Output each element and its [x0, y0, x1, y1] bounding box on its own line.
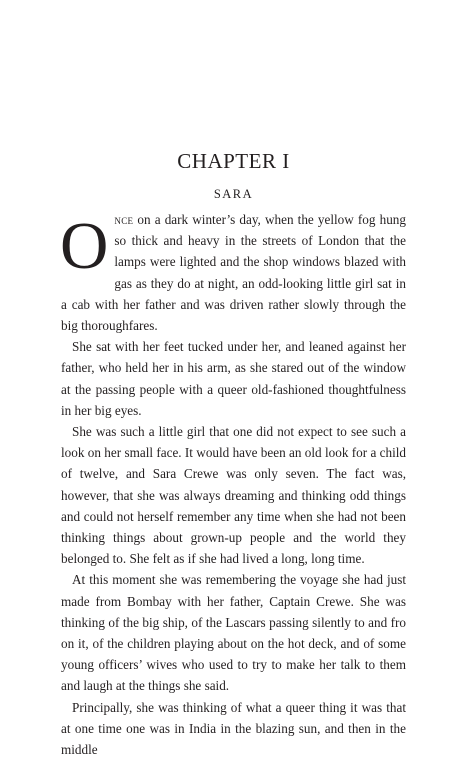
drop-cap: O: [60, 209, 109, 283]
body-text: [61, 209, 406, 760]
paragraph-1: [61, 209, 406, 336]
small-caps-lead: nce: [114, 212, 134, 227]
chapter-subtitle: SARA: [213, 187, 254, 201]
paragraph-2: She sat with her feet tucked under her, and leaned against her father, who held her in his arm, as she stared out of the window at the passing people with a queer old-fashioned thoughtfulness in her big eyes.: [61, 339, 406, 418]
paragraph-1-text: on a dark winter’s day, when the yellow fog hung so thick and heavy in the streets of London that the lamps were lighted and the shop windows blazed with gas as they do at night, an odd-looking little girl sat in a cab with her father and was driven rather slowly through the big thoroughfares.: [61, 212, 406, 334]
paragraph-5: Principally, she was thinking of what a queer thing it was that at one time one was in India in the blazing sun, and then in the middle: [61, 699, 406, 758]
chapter-title: CHAPTER I: [177, 149, 290, 173]
paragraph-3: She was such a little girl that one did not expect to see such a look on her small face. It would have been an old look for a child of twelve, and Sara Crewe was only seven. The fact was, however, that she was always dreaming and thinking odd things and could not herself remember any time when she had not been thinking things about grown-up people and the world they belonged to. She felt as if she had lived a long, long time.: [61, 424, 406, 567]
paragraph-4: At this moment she was remembering the voyage she had just made from Bombay with her father, Captain Crewe. She was thinking of the big ship, of the Lascars passing silently to and fro on it, of the children playing about on the hot deck, and of some young officers’ wives who used to try to make her talk to them and laugh at the things she said.: [61, 572, 406, 694]
